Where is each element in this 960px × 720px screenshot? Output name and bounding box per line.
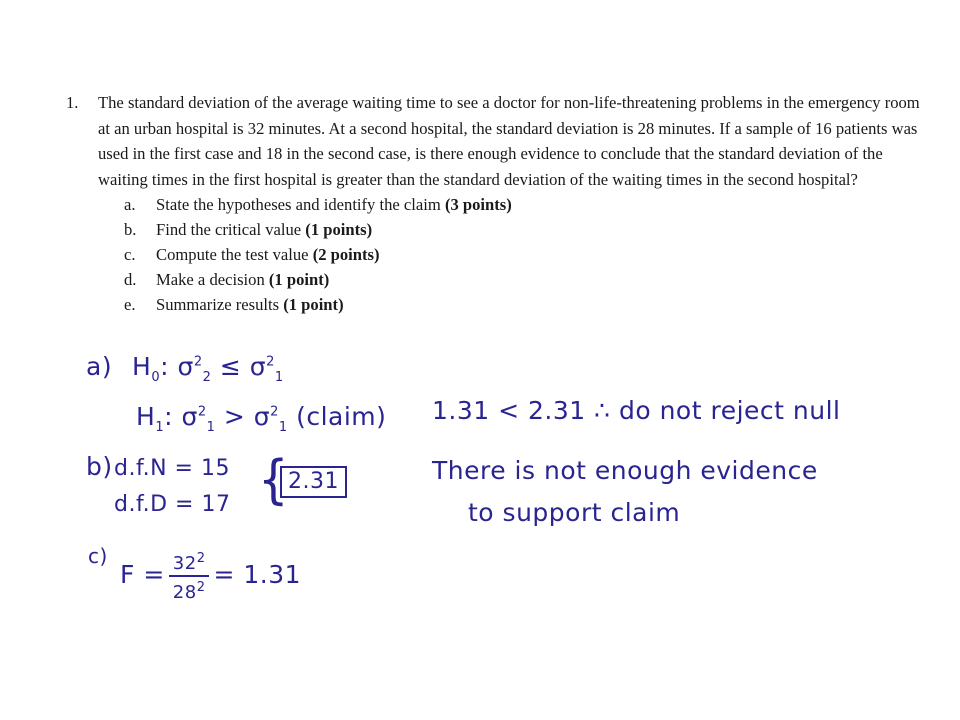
df-denominator: d.f.D = 17 [114,492,231,517]
part-points: (1 point) [283,295,344,314]
part-text: Find the critical value [156,220,306,239]
part-item [124,217,926,242]
part-points: (3 points) [444,195,512,214]
question-parts [124,192,926,317]
part-item [124,292,926,317]
part-letter: e. [124,295,136,314]
part-text: Summarize results [156,295,284,314]
part-text: State the hypotheses and identify the claim [156,195,445,214]
brace-icon: { [258,449,289,511]
part-text: Make a decision [156,270,269,289]
test-value: F = $\frac{32^2}{28^2}$ = 1.31 [120,548,301,604]
df-numerator: d.f.N = 15 [114,456,230,481]
alternative-hypothesis: $H_1$: $\sigma^2_1 > \sigma^2_1$ (claim) [136,402,387,435]
part-letter: b. [124,220,137,239]
part-letter: a. [124,195,136,214]
decision-text: 1.31 < 2.31 ∴ do not reject null [432,396,841,425]
part-points: (1 points) [305,220,373,239]
part-text: Compute the test value [156,245,313,264]
part-points: (1 point) [268,270,330,289]
part-item [124,192,926,217]
question-number: 1. [66,93,79,112]
part-item [124,242,926,267]
null-hypothesis: $H_0$: $\sigma^2_2 \le \sigma^2_1$ [132,352,284,385]
answer-c-label: c) [88,544,108,568]
summary-line-2: to support claim [468,498,681,527]
part-letter: d. [124,270,137,289]
part-letter: c. [124,245,136,264]
question-block [66,90,926,317]
critical-value: 2.31 [276,466,347,498]
answer-a-label: a) [86,352,113,381]
part-points: (2 points) [312,245,380,264]
summary-line-1: There is not enough evidence [432,456,818,485]
question-text: The standard deviation of the average waiting time to see a doctor for non-life-threatening problems in the emergency room at an urban hospital is 32 minutes. At a second hospital, the standard deviation is 28 minutes. If a sample of 16 patients was used in the first case and 18 in the second case, is there enough evidence to conclude that the standard deviation of the waiting times in the first hospital is greater than the standard deviation of the waiting times in the second hospital? [98,93,920,189]
part-item [124,267,926,292]
answer-b-label: b) [86,452,113,481]
